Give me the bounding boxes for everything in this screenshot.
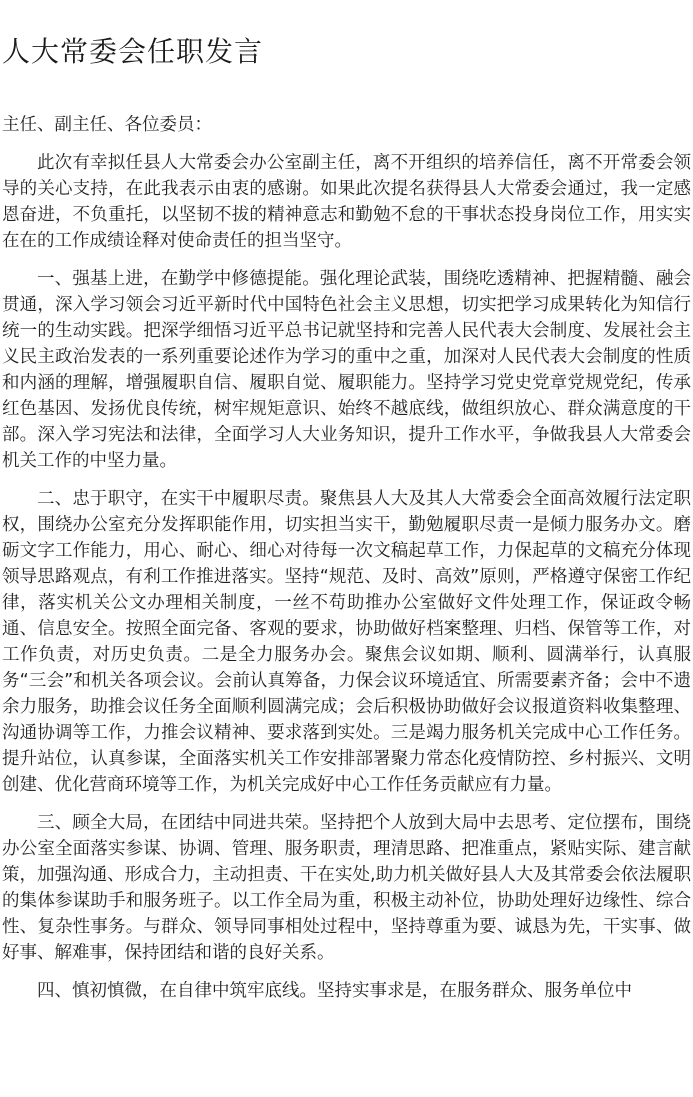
document-body bbox=[2, 112, 691, 1004]
paragraph-section-4: 四、慎初慎微，在自律中筑牢底线。坚持实事求是，在服务群众、服务单位中 bbox=[37, 981, 632, 1001]
paragraph-section-2: 二、忠于职守，在实干中履职尽责。聚焦县人大及其人大常委会全面高效履行法定职权，围绕办公室充分发挥职能作用，切实担当实干，勤勉履职尽责一是倾力服务办文。磨砺文字工作能力，用心、耐心、细心对待每一次文稿起草工作，力保起草的文稿充分体现领导思路观点，有利工作推进落实。坚持“规范、及时、高效”原则，严格遵守保密工作纪律，落实机关公文办理相关制度，一丝不苟助推办公室做好文件处理工作，保证政令畅通、信息安全。按照全面完备、客观的要求，协助做好档案整理、归档、保管等工作，对工作负责，对历史负责。二是全力服务办会。聚焦会议如期、顺利、圆满举行，认真服务“三会”和机关各项会议。会前认真筹备，力保会议环境适宜、所需要素齐备；会中不遗余力服务，助推会议任务全面顺利圆满完成；会后积极协助做好会议报道资料收集整理、沟通协调等工作，力推会议精神、要求落到实处。三是竭力服务机关完成中心工作任务。提升站位，认真参谋，全面落实机关工作安排部署聚力常态化疫情防控、乡村振兴、文明创建、优化营商环境等工作，为机关完成好中心工作任务贡献应有力量。 bbox=[2, 489, 691, 795]
paragraph-section-3: 三、顾全大局，在团结中同进共荣。坚持把个人放到大局中去思考、定位摆布，围绕办公室全面落实参谋、协调、管理、服务职责，理清思路、把准重点，紧贴实际、建言献策，加强沟通、形成合力，主动担责、干在实处,助力机关做好县人大及其常委会依法履职的集体参谋助手和服务班子。以工作全局为重，积极主动补位，协助处理好边缘性、综合性、复杂性事务。与群众、领导同事相处过程中，坚持尊重为要、诚恳为先，干实事、做好事、解难事，保持团结和谐的良好关系。 bbox=[2, 813, 691, 963]
paragraph-section-1: 一、强基上进，在勤学中修德提能。强化理论武装，围绕吃透精神、把握精髓、融会贯通，深入学习领会习近平新时代中国特色社会主义思想，切实把学习成果转化为知信行统一的生动实践。把深学细悟习近平总书记就坚持和完善人民代表大会制度、发展社会主义民主政治发表的一系列重要论述作为学习的重中之重，加深对人民代表大会制度的性质和内涵的理解，增强履职自信、履职自觉、履职能力。坚持学习党史党章党规党纪，传承红色基因、发扬优良传统，树牢规矩意识、始终不越底线，做组织放心、群众满意度的干部。深入学习宪法和法律，全面学习人大业务知识，提升工作水平，争做我县人大常委会机关工作的中坚力量。 bbox=[2, 269, 691, 471]
paragraph-intro: 此次有幸拟任县人大常委会办公室副主任，离不开组织的培养信任，离不开常委会领导的关心支持，在此我表示由衷的感谢。如果此次提名获得县人大常委会通过，我一定感恩奋进，不负重托，以坚韧不拔的精神意志和勤勉不怠的干事状态投身岗位工作，用实实在在的工作成绩诠释对使命责任的担当坚守。 bbox=[2, 153, 691, 251]
document-title: 人大常委会任职发言 bbox=[2, 35, 264, 68]
salutation: 主任、副主任、各位委员： bbox=[2, 115, 212, 135]
